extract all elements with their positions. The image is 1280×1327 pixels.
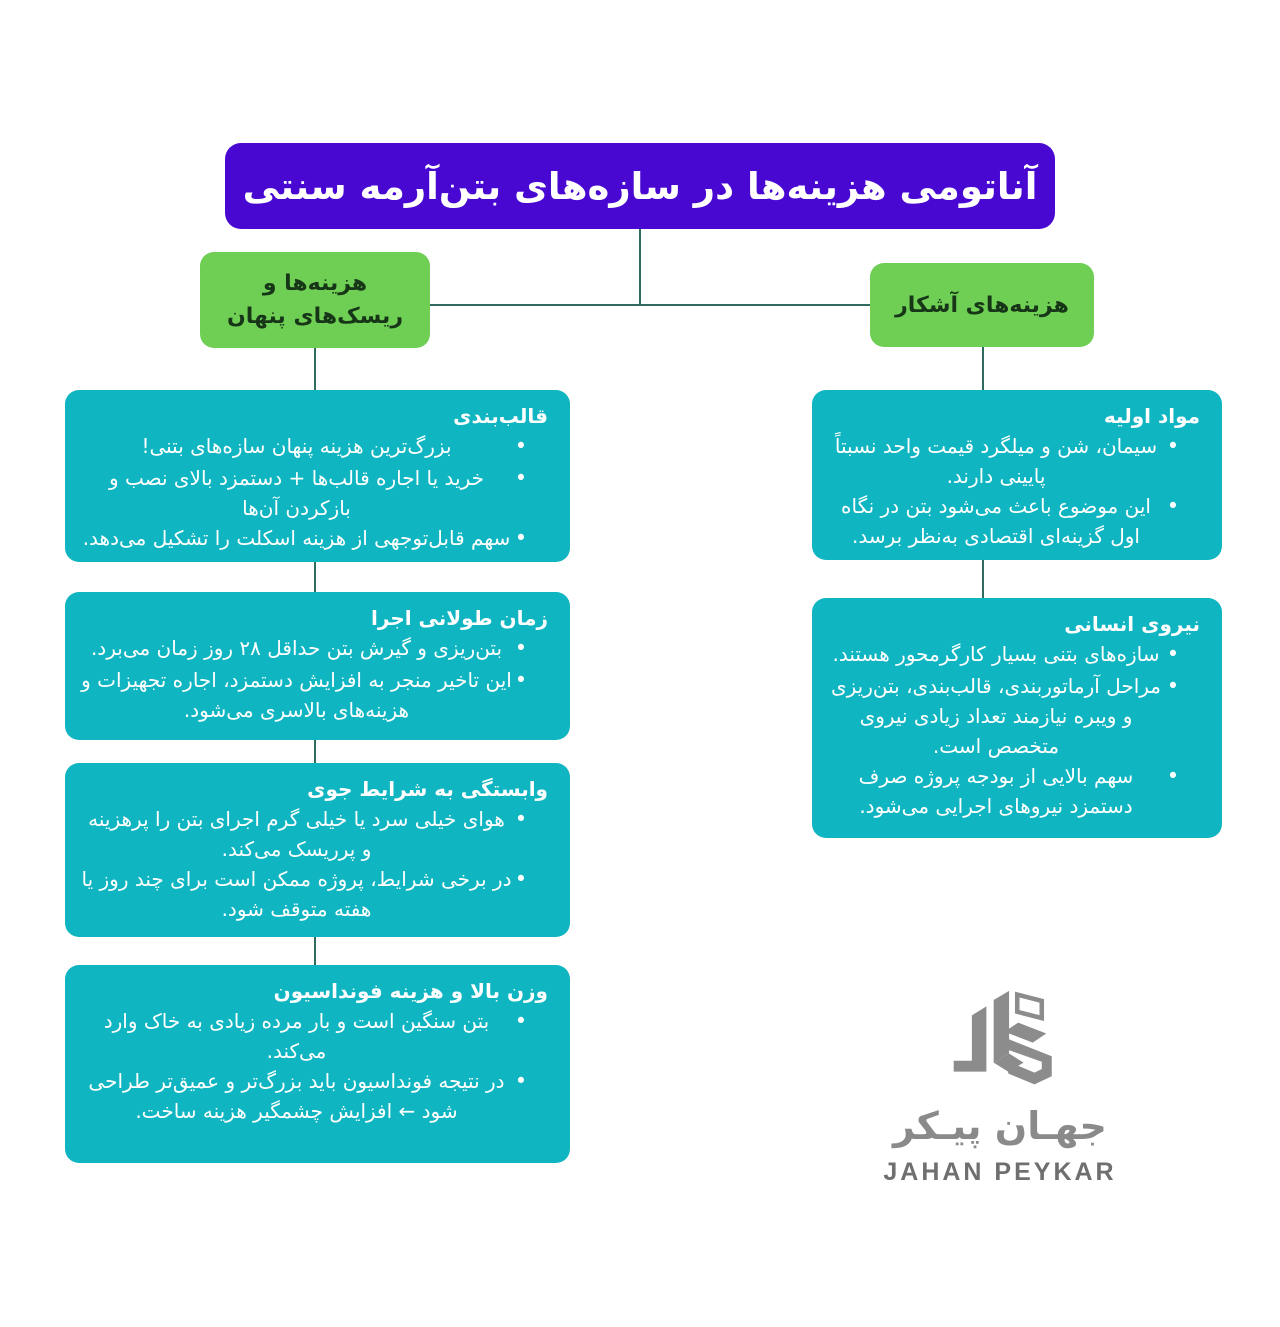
bullet-icon [512,864,530,896]
cost-box-weather-dependency [65,763,570,937]
bullet-icon [512,804,530,836]
bullet-item: • هوای خیلی سرد یا خیلی گرم اجرای بتن را پرهزینه و پرریسک می‌کند. [81,804,530,864]
connector-line [314,937,316,965]
connector-line [430,304,870,306]
cost-box-long-execution-time [65,592,570,740]
cost-box-formwork [65,390,570,562]
connector-line [314,740,316,763]
bullet-list [81,804,550,924]
bullet-icon [512,633,530,665]
bullet-item: • سهم قابل‌توجهی از هزینه اسکلت را تشکیل می‌دهد. [81,523,530,555]
bullet-icon [1164,761,1182,793]
branch-visible-costs-label: هزینه‌های آشکار [895,292,1069,318]
box-title: نیروی انسانی [1064,612,1200,636]
bullet-icon [512,1006,530,1038]
cost-box-human-resources [812,598,1222,838]
connector-line [982,560,984,598]
bullet-item: • سازه‌های بتنی بسیار کارگرمحور هستند. [828,639,1182,671]
connector-line [982,347,984,390]
connector-line [314,348,316,390]
bullet-list [81,1006,550,1126]
cost-box-raw-materials [812,390,1222,560]
box-title: وزن بالا و هزینه فونداسیون [273,979,548,1003]
bullet-item: • سیمان، شن و میلگرد قیمت واحد نسبتاً پایینی دارند. [828,431,1182,491]
connector-line [639,229,641,306]
cost-box-weight-foundation [65,965,570,1163]
bullet-icon [1164,431,1182,463]
jahan-peykar-logo-icon [941,988,1059,1090]
bullet-icon [512,665,530,697]
brand-name-farsi: جهـان پیـکر [893,1104,1107,1148]
bullet-icon [512,431,530,463]
bullet-list [81,431,550,554]
connector-line [314,562,316,592]
bullet-item: • خرید یا اجاره قالب‌ها + دستمزد بالای نصب و بازکردن آن‌ها [81,463,530,523]
bullet-item: • در نتیجه فونداسیون باید بزرگ‌تر و عمیق‌تر طراحی شود ← افزایش چشمگیر هزینه ساخت. [81,1066,530,1126]
bullet-item: • بزرگ‌ترین هزینه پنهان سازه‌های بتنی! [81,431,530,463]
bullet-icon [512,463,530,495]
bullet-item: • مراحل آرماتوربندی، قالب‌بندی، بتن‌ریزی و ویبره نیازمند تعداد زیادی نیروی متخصص است. [828,671,1182,761]
bullet-item: • این موضوع باعث می‌شود بتن در نگاه اول گزینه‌ای اقتصادی به‌نظر برسد. [828,491,1182,551]
bullet-icon [512,523,530,555]
bullet-list [81,633,550,725]
bullet-icon [512,1066,530,1098]
branch-hidden-costs-label: هزینه‌ها و ریسک‌های پنهان [227,271,403,329]
bullet-icon [1164,671,1182,703]
branch-visible-costs [870,263,1094,347]
brand-name-english: JAHAN PEYKAR [883,1157,1117,1186]
bullet-icon [1164,491,1182,523]
brand-logo [860,988,1140,1187]
branch-hidden-costs [200,252,430,348]
bullet-list [828,639,1202,821]
bullet-item: • بتن‌ریزی و گیرش بتن حداقل ۲۸ روز زمان می‌برد. [81,633,530,665]
bullet-item: • این تاخیر منجر به افزایش دستمزد، اجاره تجهیزات و هزینه‌های بالاسری می‌شود. [81,665,530,725]
bullet-item: • سهم بالایی از بودجه پروژه صرف دستمزد نیروهای اجرایی می‌شود. [828,761,1182,821]
bullet-item: • در برخی شرایط، پروژه ممکن است برای چند روز یا هفته متوقف شود. [81,864,530,924]
box-title: وابستگی به شرایط جوی [307,777,548,801]
bullet-item: • بتن سنگین است و بار مرده زیادی به خاک وارد می‌کند. [81,1006,530,1066]
bullet-list [828,431,1202,551]
box-title: قالب‌بندی [453,404,548,428]
page-title-text: آناتومی هزینه‌ها در سازه‌های بتن‌آرمه سنتی [242,164,1038,208]
page-title [225,143,1055,229]
box-title: زمان طولانی اجرا [371,606,548,630]
bullet-icon [1164,639,1182,671]
box-title: مواد اولیه [1103,404,1200,428]
